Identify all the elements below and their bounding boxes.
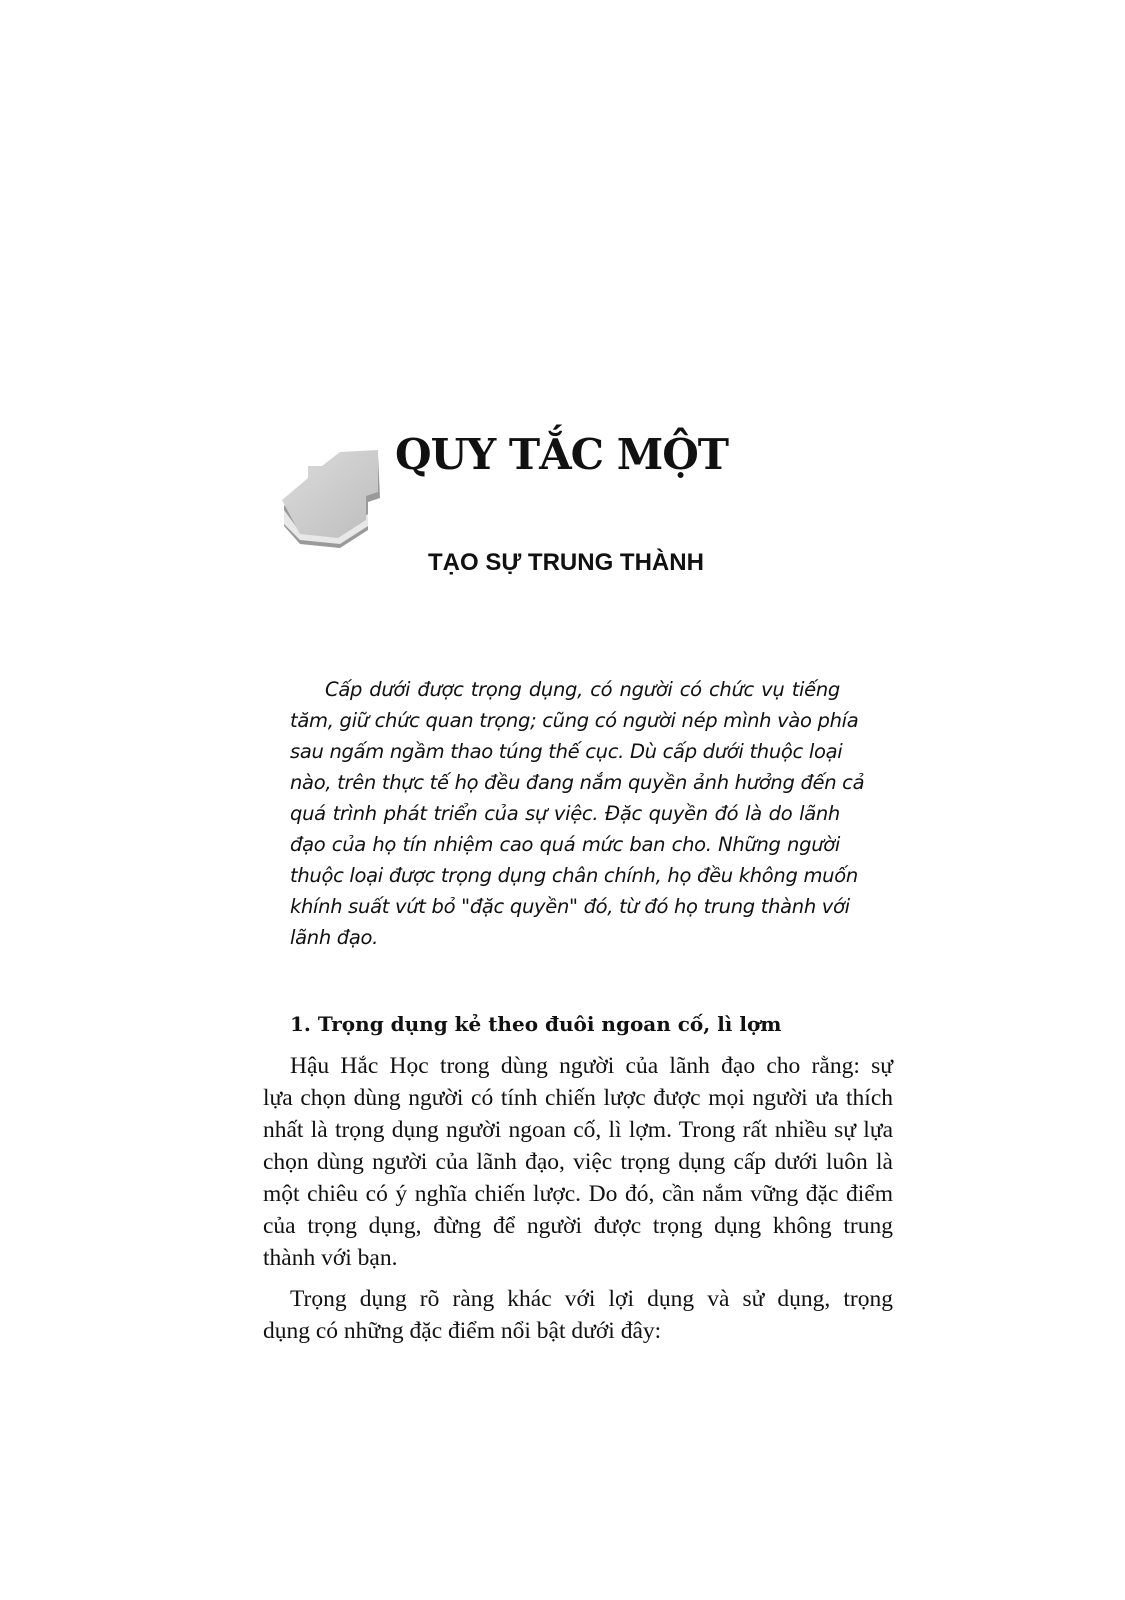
body-line: chọn dùng người của lãnh đạo, việc trọng dụng cấp dưới luôn là [263, 1149, 893, 1175]
intro-line: khính suất vứt bỏ "đặc quyền" đó, từ đó họ trung thành với [290, 895, 850, 918]
intro-line: thuộc loại được trọng dụng chân chính, họ đều không muốn [290, 864, 858, 887]
body-line: thành với bạn. [263, 1245, 398, 1271]
chapter-subtitle: TẠO SỰ TRUNG THÀNH [428, 549, 704, 576]
body-line: lựa chọn dùng người có tính chiến lược được mọi người ưa thích [263, 1085, 893, 1111]
intro-line: lãnh đạo. [290, 926, 379, 949]
chapter-title: QUY TẮC MỘT [395, 430, 729, 479]
body-line: nhất là trọng dụng người ngoan cố, lì lợm. Trong rất nhiều sự lựa [263, 1117, 893, 1143]
intro-line: quá trình phát triển của sự việc. Đặc quyền đó là do lãnh [290, 802, 840, 825]
body-line: dụng có những đặc điểm nổi bật dưới đây: [263, 1318, 662, 1344]
intro-line: tăm, giữ chức quan trọng; cũng có người nép mình vào phía [290, 709, 859, 732]
intro-line: nào, trên thực tế họ đều đang nắm quyền ảnh hưởng đến cả [290, 771, 865, 794]
body-line: một chiêu có ý nghĩa chiến lược. Do đó, cần nắm vững đặc điểm [263, 1181, 893, 1207]
body-line: của trọng dụng, đừng để người được trọng dụng không trung [263, 1213, 893, 1239]
intro-line: sau ngấm ngầm thao túng thế cục. Dù cấp dưới thuộc loại [290, 740, 843, 763]
body-line: Hậu Hắc Học trong dùng người của lãnh đạo cho rằng: sự [290, 1053, 893, 1079]
intro-line: đạo của họ tín nhiệm cao quá mức ban cho. Những người [290, 833, 840, 856]
arrow-icon [280, 448, 400, 553]
section-heading: 1. Trọng dụng kẻ theo đuôi ngoan cố, lì lợm [290, 1012, 782, 1036]
body-line: Trọng dụng rõ ràng khác với lợi dụng và sử dụng, trọng [290, 1286, 893, 1312]
intro-line: Cấp dưới được trọng dụng, có người có chức vụ tiếng [325, 678, 840, 701]
